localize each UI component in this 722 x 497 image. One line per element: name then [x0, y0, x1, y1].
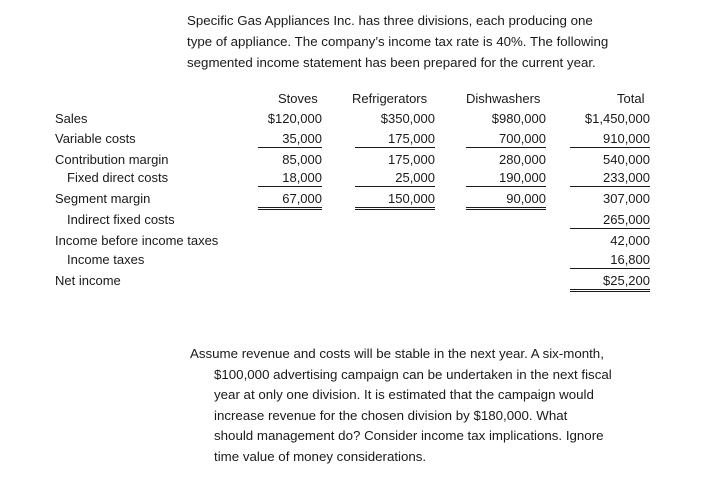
intro-paragraph [187, 10, 667, 73]
total-income-before-taxes: 42,000 [610, 233, 650, 248]
dishwashers-contribution-margin: 280,000 [499, 152, 546, 167]
refrigerators-sales: $350,000 [380, 111, 435, 126]
dishwashers-segment-margin: 90,000 [466, 191, 546, 210]
total-income-taxes: 16,800 [570, 252, 650, 269]
row-label-segment-margin: Segment margin [55, 191, 151, 206]
total-fixed-direct-costs: 233,000 [570, 170, 650, 187]
dishwashers-sales: $980,000 [491, 111, 546, 126]
total-variable-costs: 910,000 [570, 131, 650, 148]
total-net-income: $25,200 [570, 273, 650, 292]
refrigerators-contribution-margin: 175,000 [388, 152, 435, 167]
stoves-variable-costs: 35,000 [258, 131, 322, 148]
row-label-indirect-fixed-costs: Indirect fixed costs [67, 212, 175, 227]
question-paragraph [190, 344, 670, 467]
header-stoves: Stoves [278, 91, 318, 106]
row-label-sales: Sales [55, 111, 88, 126]
question-line: increase revenue for the chosen division by $180,000. What [214, 407, 568, 423]
header-total: Total [617, 91, 645, 106]
header-refrigerators: Refrigerators [352, 91, 428, 106]
row-label-variable-costs: Variable costs [55, 131, 136, 146]
total-indirect-fixed-costs: 265,000 [570, 212, 650, 229]
intro-line: type of appliance. The company’s income tax rate is 40%. The following [187, 34, 609, 49]
intro-line: segmented income statement has been prepared for the current year. [187, 55, 596, 70]
row-label-fixed-direct-costs: Fixed direct costs [67, 170, 169, 185]
row-label-net-income: Net income [55, 273, 121, 288]
refrigerators-segment-margin: 150,000 [355, 191, 435, 210]
stoves-segment-margin: 67,000 [258, 191, 322, 210]
question-line: Assume revenue and costs will be stable in the next year. A six-month, [190, 346, 604, 361]
refrigerators-fixed-direct-costs: 25,000 [355, 170, 435, 187]
stoves-sales: $120,000 [267, 111, 322, 126]
row-label-income-taxes: Income taxes [67, 252, 145, 267]
intro-line: Specific Gas Appliances Inc. has three divisions, each producing one [187, 13, 593, 28]
header-dishwashers: Dishwashers [466, 91, 541, 106]
question-line: time value of money considerations. [214, 448, 427, 464]
question-line: should management do? Consider income tax implications. Ignore [214, 428, 604, 443]
total-segment-margin: 307,000 [603, 191, 650, 206]
dishwashers-variable-costs: 700,000 [466, 131, 546, 148]
total-sales: $1,450,000 [584, 111, 650, 126]
refrigerators-variable-costs: 175,000 [355, 131, 435, 148]
question-line: $100,000 advertising campaign can be undertaken in the next fiscal [214, 366, 612, 382]
stoves-fixed-direct-costs: 18,000 [258, 170, 322, 187]
total-contribution-margin: 540,000 [603, 152, 650, 167]
stoves-contribution-margin: 85,000 [282, 152, 322, 167]
row-label-contribution-margin: Contribution margin [55, 152, 169, 167]
row-label-income-before-taxes: Income before income taxes [55, 233, 219, 248]
question-line: year at only one division. It is estimated that the campaign would [214, 387, 594, 402]
dishwashers-fixed-direct-costs: 190,000 [466, 170, 546, 187]
